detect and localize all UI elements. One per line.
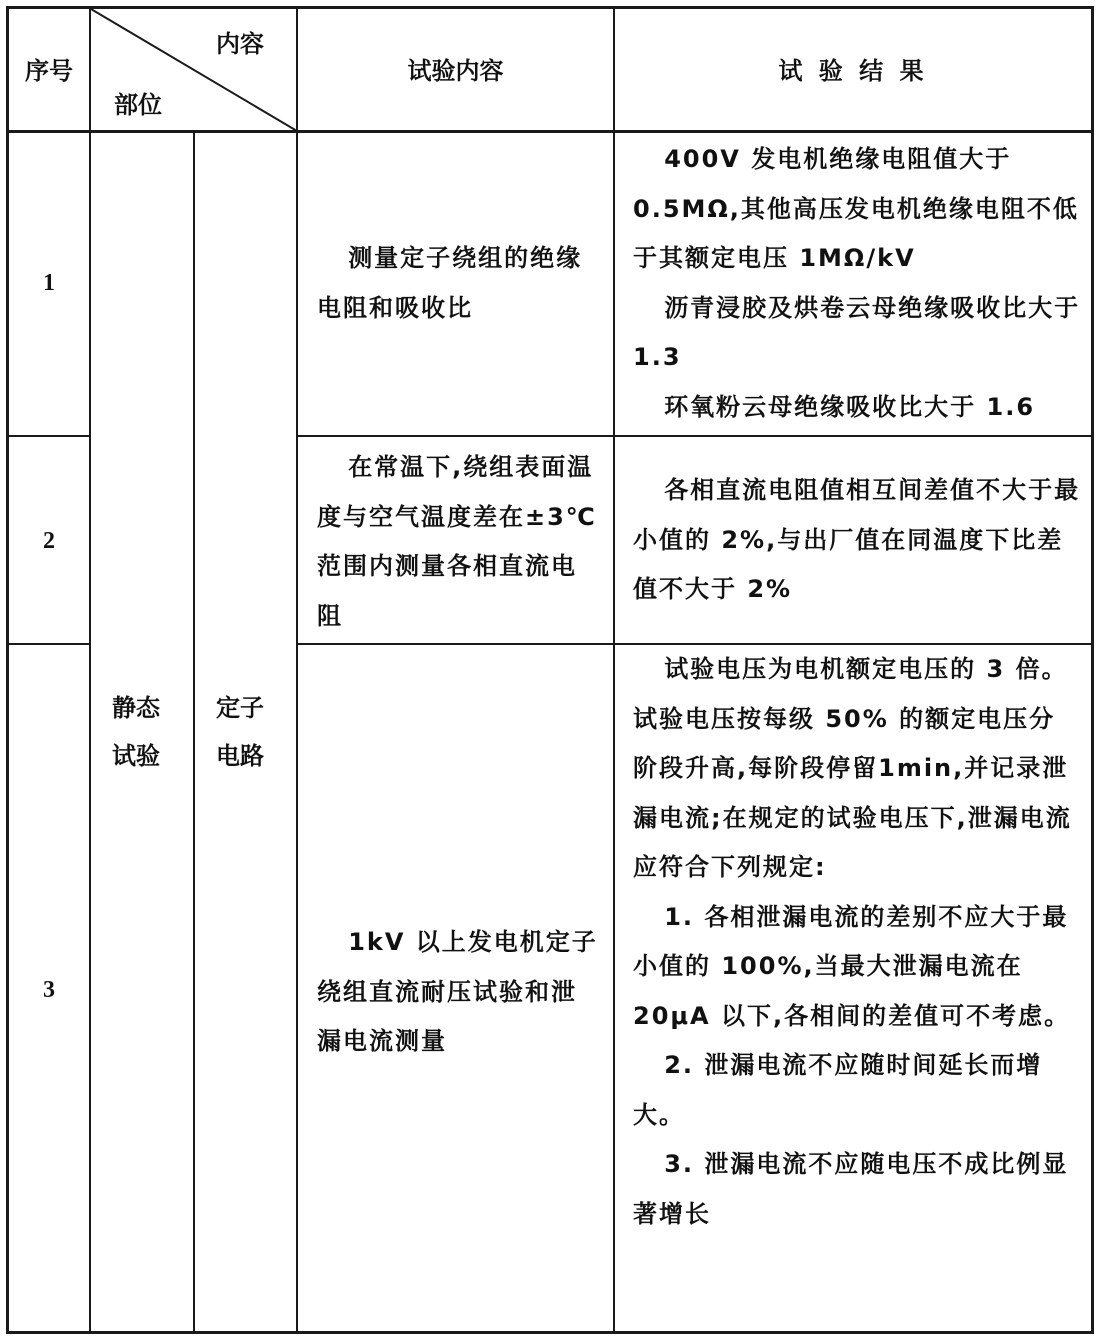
category-level1 <box>112 684 160 780</box>
row-3-seq: 3 <box>43 977 55 1003</box>
row-3-result-p4: 3. 泄漏电流不应随电压不成比例显著增长 <box>633 1150 1069 1228</box>
row-1-result-p2: 沥青浸胶及烘卷云母绝缘吸收比大于 1.3 <box>633 293 1081 371</box>
header-test-result: 试 验 结 果 <box>778 57 928 85</box>
row-2-content <box>317 443 602 641</box>
row-3-result-p1: 试验电压为电机额定电压的 3 倍。试验电压按每级 50% 的额定电压分阶段升高,每阶段停留1min,并记录泄漏电流;在规定的试验电压下,泄漏电流应符合下列规定: <box>633 655 1072 881</box>
row-1-content <box>317 234 602 333</box>
category-level2-line1: 定子 <box>216 694 264 722</box>
header-seq: 序号 <box>25 57 73 85</box>
row2-bottom-line <box>9 643 90 645</box>
header-diag-top: 内容 <box>216 30 264 58</box>
col-divider-level2 <box>296 9 298 1331</box>
category-level1-line2: 试验 <box>112 742 160 770</box>
row-3-result <box>633 645 1081 1239</box>
row-2-seq: 2 <box>43 528 55 554</box>
row1-bottom-line <box>9 435 90 437</box>
category-level2-line2: 电路 <box>216 742 264 770</box>
row-3-result-p2: 1. 各相泄漏电流的差别不应大于最小值的 100%,当最大泄漏电流在 20μA 以下,各相间的差值可不考虑。 <box>633 902 1071 1030</box>
row-2-content-text: 在常温下,绕组表面温度与空气温度差在±3℃范围内测量各相直流电阻 <box>317 453 597 630</box>
col-divider-content <box>613 9 615 1331</box>
row-2-result-p1: 各相直流电阻值相互间差值不大于最小值的 2%,与出厂值在同温度下比差值不大于 2% <box>633 476 1081 603</box>
row-1-result <box>633 135 1081 432</box>
test-table <box>6 6 1094 1334</box>
row-1-result-p1: 400V 发电机绝缘电阻值大于0.5MΩ,其他高压发电机绝缘电阻不低于其额定电压 1MΩ/kV <box>633 145 1079 272</box>
row1-bottom-line-right <box>296 435 1091 437</box>
category-level1-line1: 静态 <box>112 694 160 722</box>
row-1-result-p3: 环氧粉云母绝缘吸收比大于 1.6 <box>664 392 1036 421</box>
row-1-seq: 1 <box>43 270 55 296</box>
col-divider-seq <box>89 9 91 1331</box>
col-divider-level1 <box>193 131 195 1331</box>
row-3-content <box>317 918 602 1067</box>
header-test-content: 试验内容 <box>407 57 504 85</box>
row-3-result-p3: 2. 泄漏电流不应随时间延长而增大。 <box>633 1051 1043 1129</box>
category-level2 <box>216 684 264 780</box>
row-2-result <box>633 466 1081 615</box>
row-1-content-text: 测量定子绕组的绝缘电阻和吸收比 <box>317 244 583 322</box>
row-3-content-text: 1kV 以上发电机定子绕组直流耐压试验和泄漏电流测量 <box>317 928 598 1055</box>
header-diag-bottom: 部位 <box>114 91 162 119</box>
